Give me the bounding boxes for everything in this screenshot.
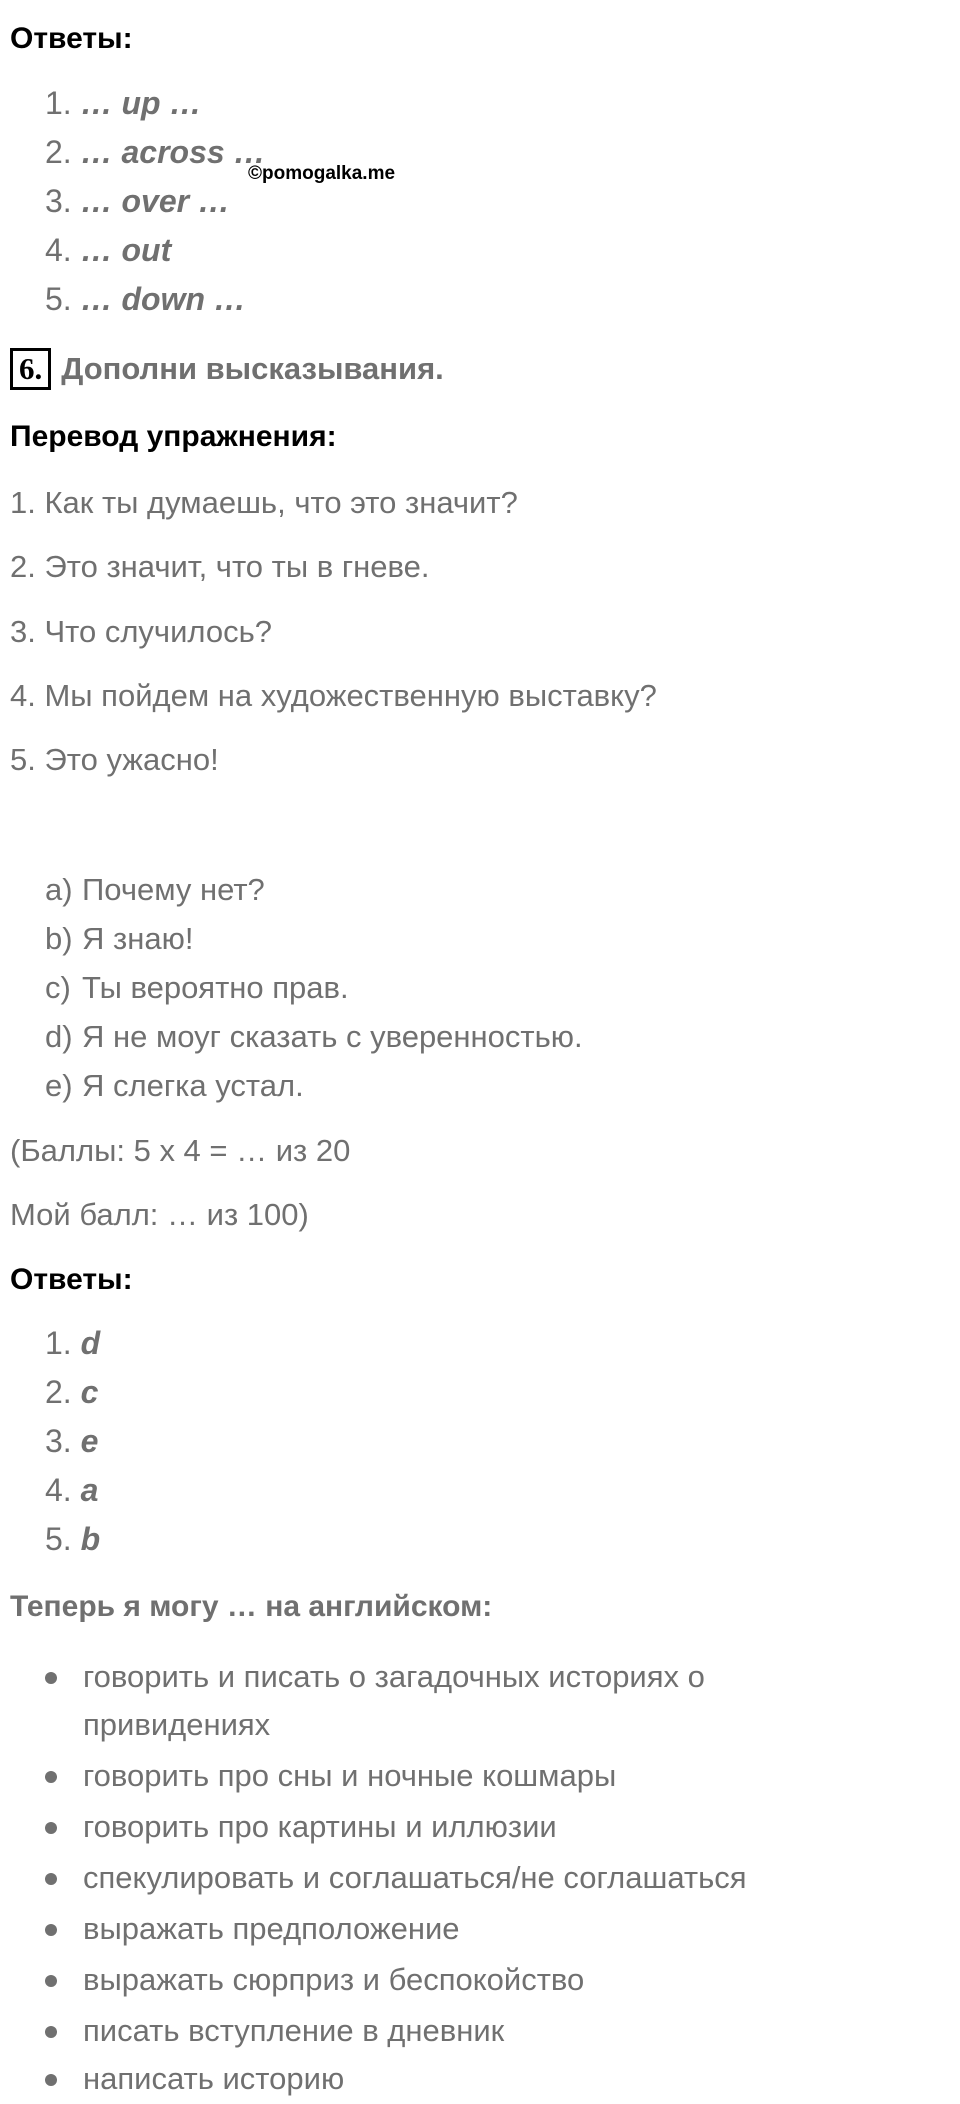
can-do-item <box>45 1904 925 1954</box>
can-do-text: привидениях <box>83 1707 271 1742</box>
can-do-text: говорить про сны и ночные кошмары <box>83 1758 617 1793</box>
answer-item <box>45 1325 100 1362</box>
can-do-item <box>45 2006 925 2056</box>
answer-value: … down … <box>80 281 246 317</box>
translation-line: 4. Мы пойдем на художественную выставку? <box>10 678 657 713</box>
answer-number: 1. <box>45 85 72 121</box>
exercise-number: 6. <box>10 348 51 390</box>
bullet-icon <box>45 2026 57 2038</box>
translation-line: 3. Что случилось? <box>10 614 272 649</box>
answer-number: 2. <box>45 134 72 170</box>
my-score-line: Мой балл: … из 100) <box>10 1197 309 1232</box>
answer-value: … over … <box>80 183 230 219</box>
can-do-item <box>45 1802 925 1852</box>
answers-heading: Ответы: <box>10 22 133 55</box>
answer-value: c <box>80 1374 99 1410</box>
can-do-item <box>45 1955 925 2005</box>
translation-line: 5. Это ужасно! <box>10 742 219 777</box>
answer-item <box>45 1472 98 1509</box>
can-do-item <box>45 1652 925 1752</box>
answer-number: 5. <box>45 1521 72 1557</box>
answer-number: 3. <box>45 183 72 219</box>
option-text: Я слегка устал. <box>82 1068 304 1103</box>
answer-number: 4. <box>45 1472 72 1508</box>
answer-value: d <box>80 1325 101 1361</box>
answer-number: 1. <box>45 1325 72 1361</box>
answer-item <box>45 281 246 318</box>
option-line <box>45 921 193 957</box>
answer-value: e <box>80 1423 99 1459</box>
answer-item <box>45 183 230 220</box>
bullet-icon <box>45 1873 57 1885</box>
translation-heading: Перевод упражнения: <box>10 420 337 453</box>
can-do-text: говорить и писать о загадочных историях о <box>83 1659 705 1694</box>
option-text: Ты вероятно прав. <box>82 970 349 1005</box>
can-do-text: писать вступление в дневник <box>83 2013 505 2048</box>
translation-line: 1. Как ты думаешь, что это значит? <box>10 485 518 520</box>
answer-item <box>45 232 171 269</box>
option-letter: a) <box>45 872 73 907</box>
option-line <box>45 872 265 908</box>
option-letter: e) <box>45 1068 73 1103</box>
option-letter: d) <box>45 1019 73 1054</box>
option-text: Я знаю! <box>82 921 194 956</box>
bullet-icon <box>45 1822 57 1834</box>
can-do-item <box>45 1751 925 1801</box>
answer-item <box>45 134 266 171</box>
answer-value: a <box>80 1472 99 1508</box>
answer-number: 3. <box>45 1423 72 1459</box>
option-text: Я не моуг сказать с уверенностью. <box>82 1019 583 1054</box>
score-line: (Баллы: 5 x 4 = … из 20 <box>10 1133 351 1168</box>
bullet-icon <box>45 1771 57 1783</box>
exercise-instruction: Дополни высказывания. <box>61 351 444 386</box>
option-letter: b) <box>45 921 73 956</box>
watermark: ©pomogalka.me <box>248 163 396 184</box>
bullet-icon <box>45 1975 57 1987</box>
can-do-text: говорить про картины и иллюзии <box>83 1809 557 1844</box>
bullet-icon <box>45 1672 57 1684</box>
answer-number: 5. <box>45 281 72 317</box>
answer-value: … out <box>80 232 172 268</box>
answer-item <box>45 1374 98 1411</box>
can-do-item <box>45 2054 925 2104</box>
can-do-text: выражать предположение <box>83 1911 460 1946</box>
exercise-title <box>10 348 444 390</box>
option-line <box>45 1068 304 1104</box>
translation-line: 2. Это значит, что ты в гневе. <box>10 549 430 584</box>
answer-number: 4. <box>45 232 72 268</box>
can-do-text: написать историю <box>83 2061 345 2096</box>
answer-number: 2. <box>45 1374 72 1410</box>
bullet-icon <box>45 1924 57 1936</box>
can-do-heading: Теперь я могу … на английском: <box>10 1590 493 1623</box>
answer-item <box>45 1521 100 1558</box>
option-letter: c) <box>45 970 71 1005</box>
option-line <box>45 1019 583 1055</box>
option-line <box>45 970 349 1006</box>
option-text: Почему нет? <box>82 872 265 907</box>
answer-item <box>45 85 201 122</box>
answers-heading: Ответы: <box>10 1263 133 1296</box>
answer-value: b <box>80 1521 101 1557</box>
can-do-text: спекулировать и соглашаться/не соглашаться <box>83 1860 747 1895</box>
answer-value: … across … <box>80 134 266 170</box>
can-do-text: выражать сюрприз и беспокойство <box>83 1962 585 1997</box>
answer-item <box>45 1423 98 1460</box>
can-do-item <box>45 1853 925 1903</box>
bullet-icon <box>45 2074 57 2086</box>
answer-value: … up … <box>80 85 202 121</box>
